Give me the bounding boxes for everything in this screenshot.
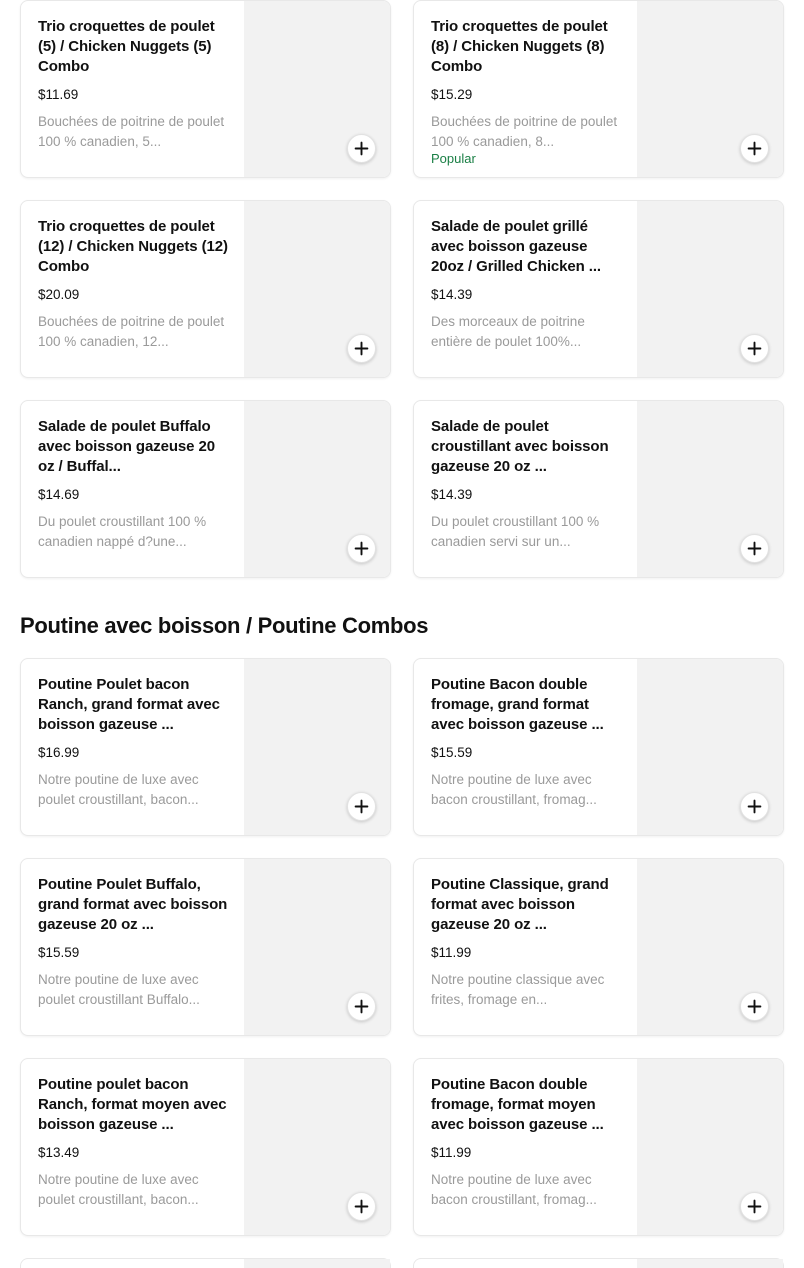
menu-item-title: Poutine poulet bacon Ranch, format moyen avec boisson gazeuse ... (38, 1076, 227, 1133)
menu-item-badge: Popular (431, 151, 476, 166)
menu-item-description: Bouchées de poitrine de poulet 100 % canadien, 12... (38, 314, 225, 349)
menu-item-description: Bouchées de poitrine de poulet 100 % canadien, 5... (38, 114, 225, 149)
menu-item-info (21, 201, 244, 377)
menu-item-info (414, 401, 637, 577)
plus-icon (747, 541, 762, 556)
menu-item-description: Du poulet croustillant 100 % canadien servi sur un... (431, 514, 600, 549)
menu-item-description: Des morceaux de poitrine entière de poulet 100%... (431, 314, 585, 349)
add-to-cart-button[interactable] (347, 334, 376, 363)
menu-item-description: Notre poutine de luxe avec poulet croustillant, bacon... (38, 772, 199, 807)
menu-item-info (21, 659, 244, 835)
menu-item-title: Trio croquettes de poulet (12) / Chicken Nuggets (12) Combo (38, 218, 228, 275)
add-to-cart-button[interactable] (347, 792, 376, 821)
add-to-cart-button[interactable] (740, 1192, 769, 1221)
plus-icon (747, 141, 762, 156)
add-to-cart-button[interactable] (347, 1192, 376, 1221)
menu-item-description: Notre poutine classique avec frites, fromage en... (431, 972, 605, 1007)
menu-item-info (21, 401, 244, 577)
menu-item-price: $14.39 (431, 287, 473, 302)
menu-item-card[interactable] (413, 658, 784, 836)
menu-item-title: Salade de poulet grillé avec boisson gazeuse 20oz / Grilled Chicken ... (431, 218, 601, 275)
menu-item-info (21, 1, 244, 177)
plus-icon (747, 1199, 762, 1214)
menu-item-title: Poutine Classique, grand format avec boisson gazeuse 20 oz ... (431, 876, 609, 933)
menu-item-info (21, 1059, 244, 1235)
menu-item-info (414, 1059, 637, 1235)
plus-icon (747, 999, 762, 1014)
add-to-cart-button[interactable] (740, 992, 769, 1021)
menu-item-title: Salade de poulet Buffalo avec boisson gazeuse 20 oz / Buffal... (38, 418, 215, 475)
menu-grid-combos (20, 0, 784, 578)
menu-item-description: Notre poutine de luxe avec poulet croustillant, bacon... (38, 1172, 199, 1207)
section-heading-poutine: Poutine avec boisson / Poutine Combos (20, 613, 429, 638)
menu-item-title: Trio croquettes de poulet (8) / Chicken Nuggets (8) Combo (431, 18, 608, 75)
menu-item-title: Salade de poulet croustillant avec boisson gazeuse 20 oz ... (431, 418, 609, 475)
menu-grid-poutine (20, 658, 784, 1236)
menu-item-price: $20.09 (38, 287, 80, 302)
menu-item-description: Notre poutine de luxe avec bacon croustillant, fromag... (431, 1172, 597, 1207)
menu-item-card[interactable] (20, 858, 391, 1036)
menu-item-card-partial[interactable] (413, 1258, 784, 1268)
add-to-cart-button[interactable] (347, 992, 376, 1021)
plus-icon (354, 799, 369, 814)
menu-item-card[interactable] (20, 200, 391, 378)
menu-item-price: $11.99 (431, 945, 472, 960)
menu-item-info (414, 201, 637, 377)
menu-item-info (21, 859, 244, 1035)
menu-item-card[interactable] (413, 1058, 784, 1236)
add-to-cart-button[interactable] (740, 792, 769, 821)
menu-item-price: $15.29 (431, 87, 473, 102)
menu-item-info (414, 859, 637, 1035)
menu-item-info (414, 659, 637, 835)
menu-item-description: Notre poutine de luxe avec bacon croustillant, fromag... (431, 772, 597, 807)
menu-item-card[interactable] (413, 400, 784, 578)
plus-icon (747, 341, 762, 356)
menu-item-price: $14.69 (38, 487, 80, 502)
menu-item-price: $16.99 (38, 745, 80, 760)
add-to-cart-button[interactable] (347, 134, 376, 163)
menu-item-price: $11.99 (431, 1145, 472, 1160)
menu-item-card[interactable] (20, 400, 391, 578)
menu-item-description: Bouchées de poitrine de poulet 100 % canadien, 8... (431, 114, 618, 149)
partial-next-row (20, 1258, 784, 1268)
menu-item-title: Poutine Bacon double fromage, format moyen avec boisson gazeuse ... (431, 1076, 604, 1133)
menu-item-card[interactable] (413, 858, 784, 1036)
menu-item-image (244, 1259, 390, 1268)
menu-item-price: $15.59 (38, 945, 80, 960)
menu-item-title: Poutine Poulet Buffalo, grand format avec boisson gazeuse 20 oz ... (38, 876, 228, 933)
menu-item-price: $11.69 (38, 87, 79, 102)
menu-item-description: Du poulet croustillant 100 % canadien nappé d?une... (38, 514, 207, 549)
menu-item-title: Trio croquettes de poulet (5) / Chicken Nuggets (5) Combo (38, 18, 215, 75)
menu-item-card[interactable] (20, 0, 391, 178)
plus-icon (354, 999, 369, 1014)
menu-item-price: $15.59 (431, 745, 473, 760)
add-to-cart-button[interactable] (740, 134, 769, 163)
menu-item-card[interactable] (20, 658, 391, 836)
plus-icon (747, 799, 762, 814)
menu-item-card[interactable] (413, 200, 784, 378)
menu-item-price: $13.49 (38, 1145, 80, 1160)
plus-icon (354, 341, 369, 356)
menu-item-title: Poutine Bacon double fromage, grand format avec boisson gazeuse ... (431, 676, 604, 733)
menu-item-card-partial[interactable] (20, 1258, 391, 1268)
menu-item-price: $14.39 (431, 487, 473, 502)
add-to-cart-button[interactable] (347, 534, 376, 563)
menu-item-title: Poutine Poulet bacon Ranch, grand format avec boisson gazeuse ... (38, 676, 220, 733)
plus-icon (354, 541, 369, 556)
add-to-cart-button[interactable] (740, 334, 769, 363)
menu-item-description: Notre poutine de luxe avec poulet croustillant Buffalo... (38, 972, 200, 1007)
plus-icon (354, 141, 369, 156)
menu-item-card[interactable] (413, 0, 784, 178)
menu-item-image (637, 1259, 783, 1268)
add-to-cart-button[interactable] (740, 534, 769, 563)
plus-icon (354, 1199, 369, 1214)
menu-item-card[interactable] (20, 1058, 391, 1236)
